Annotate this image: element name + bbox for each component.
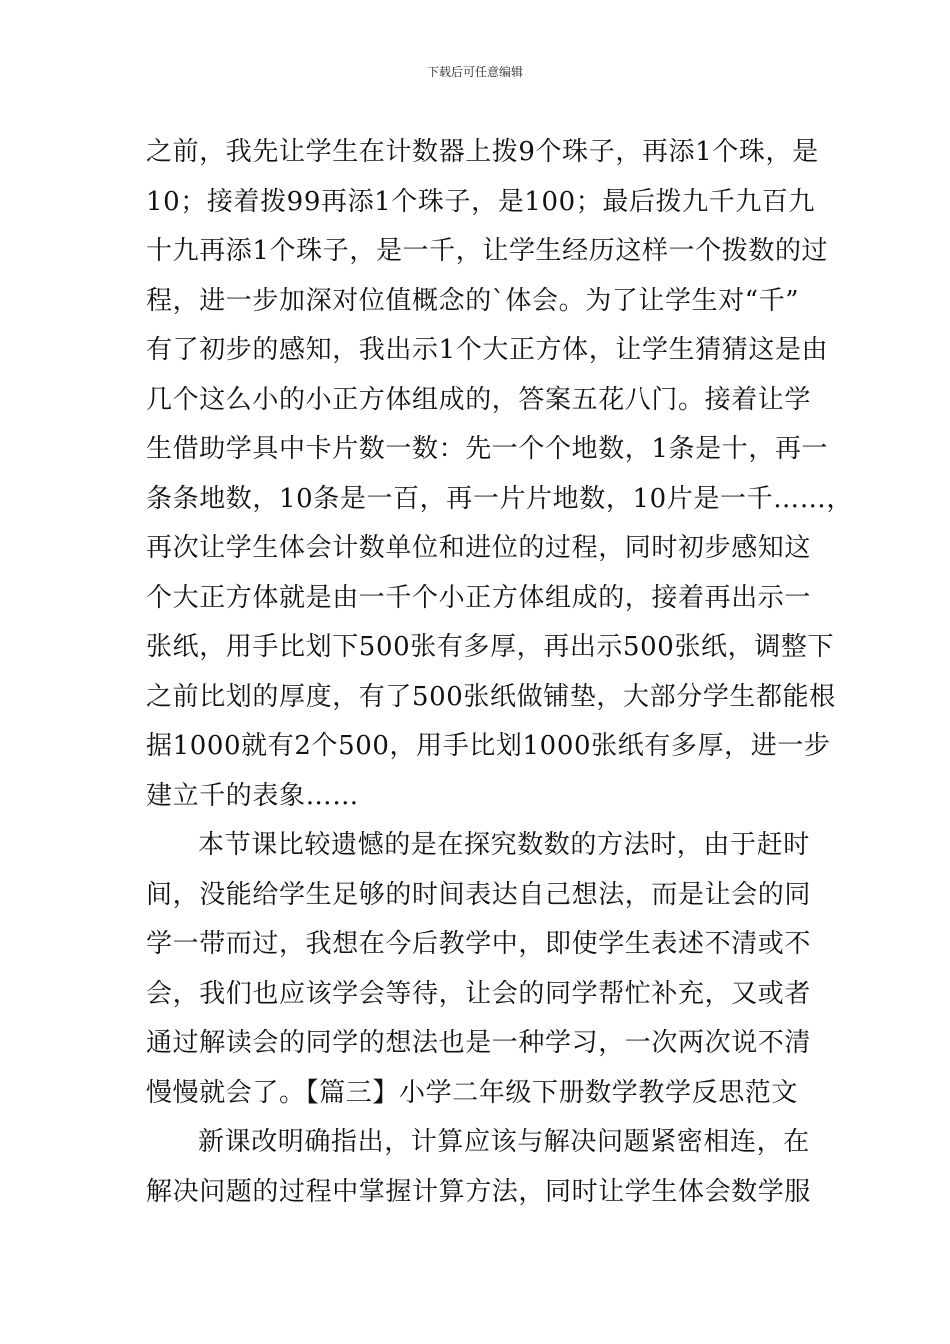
text-line: 张纸，用手比划下500张有多厚，再出示500张纸，调整下 — [146, 632, 835, 662]
text-line: 本节课比较遗憾的是在探究数数的方法时，由于赶时 — [198, 830, 810, 860]
text-line: 之前比划的厚度，有了500张纸做铺垫，大部分学生都能根 — [146, 681, 836, 712]
text-line: 再次让学生体会计数单位和进位的过程，同时初步感知这 — [146, 533, 812, 563]
text-line: 个大正方体就是由一千个小正方体组成的，接着再出示一 — [146, 582, 812, 613]
text-line: 慢慢就会了。【篇三】小学二年级下册数学教学反思范文 — [146, 1077, 799, 1108]
text-line: 会，我们也应该学会等待，让会的同学帮忙补充，又或者 — [146, 978, 812, 1009]
text-line: 生借助学具中卡片数一数：先一个个地数，1条是十，再一 — [146, 434, 829, 464]
text-line: 条条地数，10条是一百，再一片片地数，10片是一千……， — [146, 483, 853, 514]
text-line: 十九再添1个珠子，是一千，让学生经历这样一个拨数的过 — [146, 236, 829, 266]
document-body — [146, 128, 853, 1217]
text-line: 建立千的表象…… — [146, 780, 359, 811]
text-line: 间，没能给学生足够的时间表达自己想法，而是让会的同 — [146, 879, 812, 910]
text-line: 据1000就有2个500，用手比划1000张纸有多厚，进一步 — [146, 731, 831, 761]
text-line: 之前，我先让学生在计数器上拨9个珠子，再添1个珠，是 — [146, 137, 819, 167]
text-line: 通过解读会的同学的想法也是一种学习，一次两次说不清 — [146, 1028, 812, 1058]
text-line: 几个这么小的小正方体组成的，答案五花八门。接着让学 — [146, 384, 812, 415]
text-line: 新课改明确指出，计算应该与解决问题紧密相连，在 — [198, 1127, 810, 1157]
page-header: 下载后可任意编辑 — [426, 65, 523, 79]
text-line: 解决问题的过程中掌握计算方法，同时让学生体会数学服 — [146, 1176, 812, 1207]
text-line: 学一带而过，我想在今后教学中，即使学生表述不清或不 — [146, 929, 812, 959]
text-line: 程，进一步加深对位值概念的`体会。为了让学生对“千” — [146, 285, 800, 316]
text-line: 10；接着拨99再添1个珠子，是100；最后拨九千九百九 — [146, 186, 816, 217]
text-line: 有了初步的感知，我出示1个大正方体，让学生猜猜这是由 — [146, 335, 829, 365]
